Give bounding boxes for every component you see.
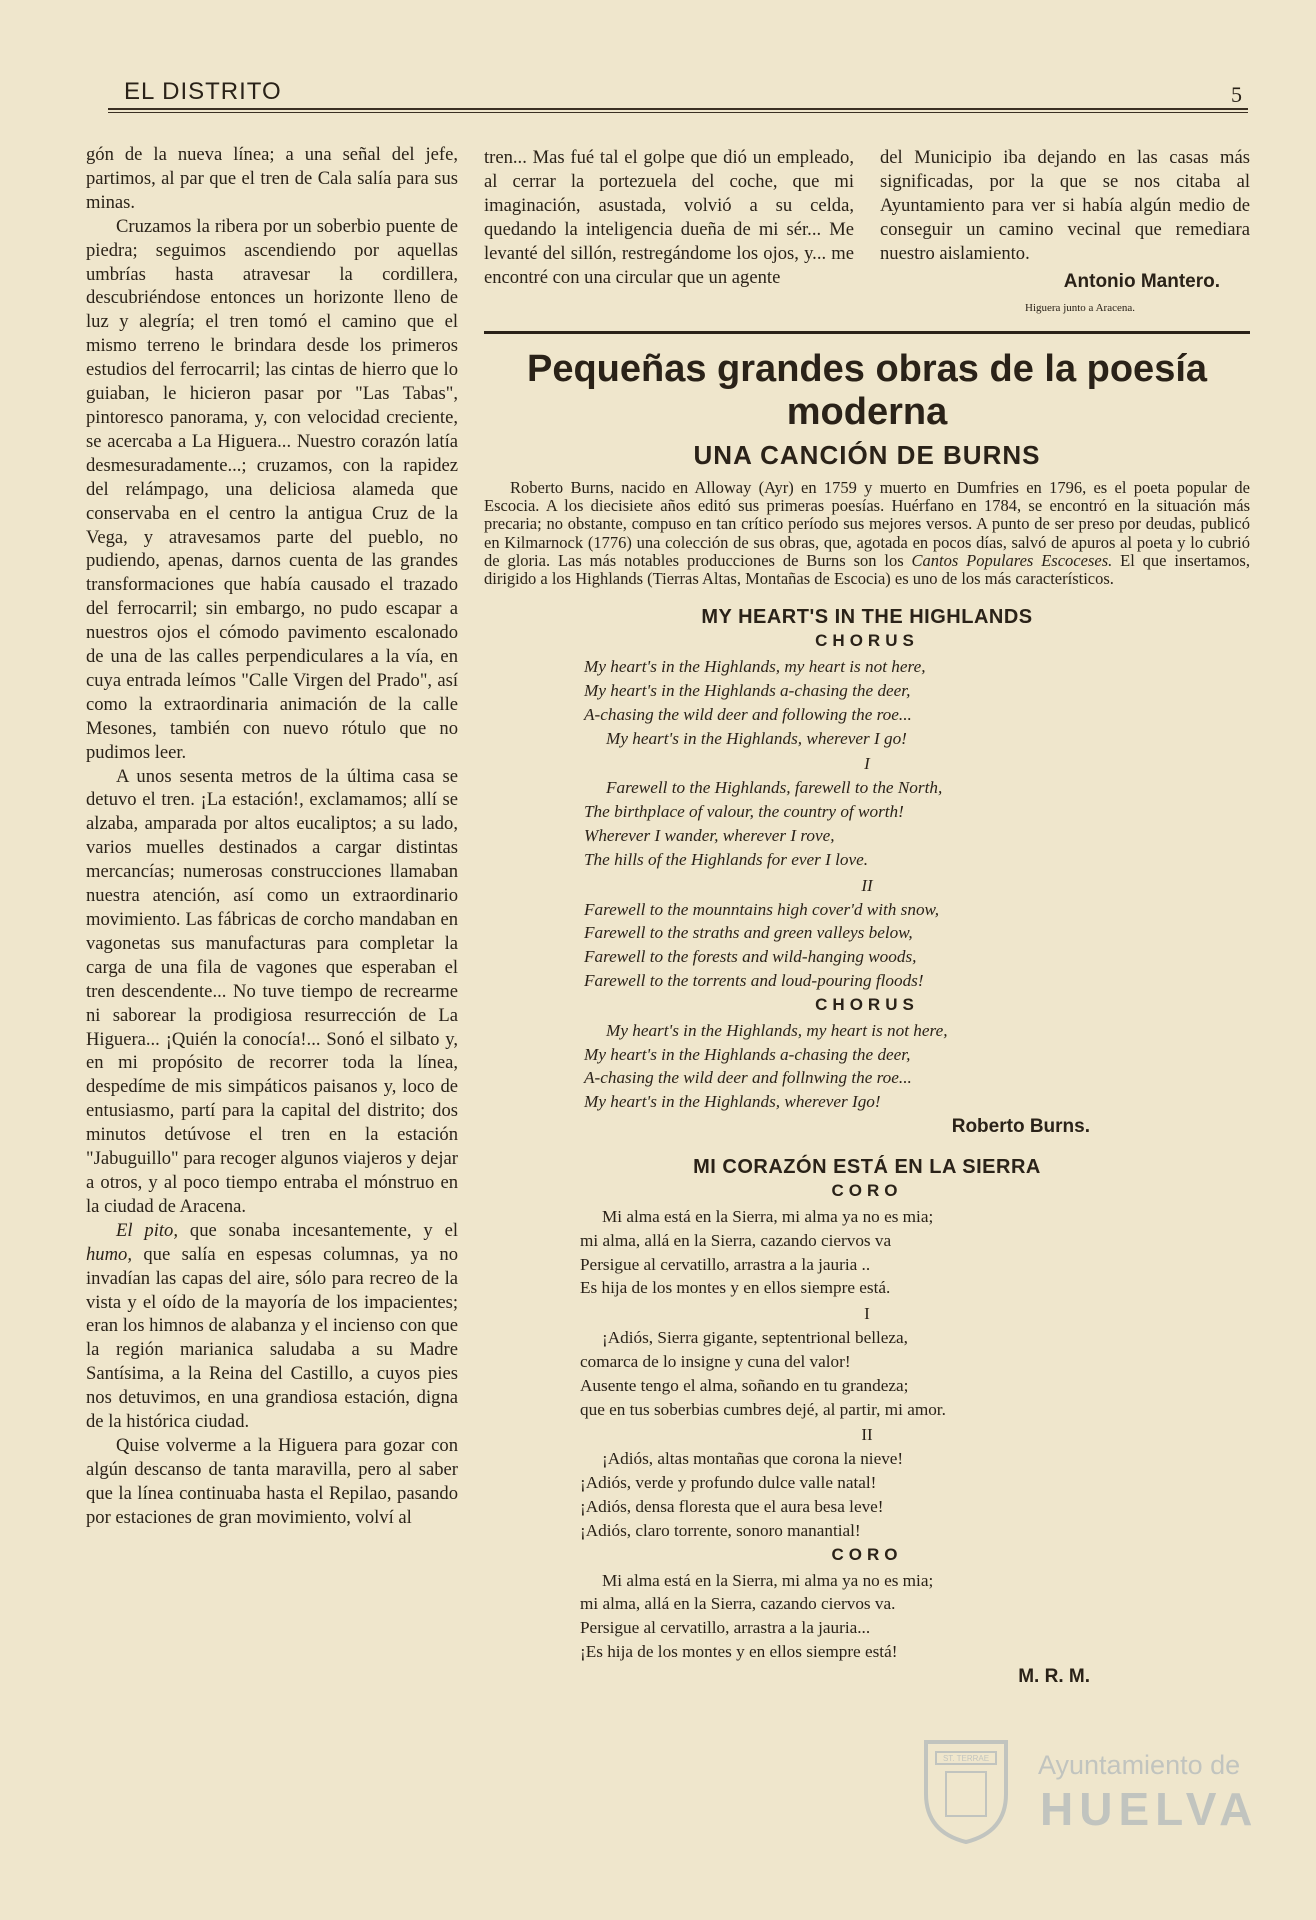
col1-p4-rest: que salía en espesas columnas, ya no invadían las capas del aire, sólo para recreo de la vista y el oído de la mayoría de los impacientes; eran los himnos de alabanza y el incienso con que la región marianica saludaba a su Madre Santísima, a la Reina del Castillo, a cuyos pies nos detuvimos, en una grandiosa estación, digna de la histórica ciudad. xyxy=(86,1243,458,1433)
article-subhead: UNA CANCIÓN DE BURNS xyxy=(693,440,1041,470)
verse-line: Farewell to the mounntains high cover'd with snow, xyxy=(584,899,940,919)
watermark-line-2: HUELVA xyxy=(1040,1783,1259,1835)
column-2 xyxy=(484,146,854,289)
column-1 xyxy=(86,143,458,1773)
col1-paragraph-3: A unos sesenta metros de la última casa se detuvo el tren. ¡La estación!, exclamamos; allí se alzaba, amparada por altos eucaliptos; a su lado, varios muelles destinados a cargar distintas mercancías; numerosas construcciones llamaban nuestra atención, así como un extraordinario movimiento. Las fábricas de corcho mandaban en vagonetas sus manufacturas para completar la carga de una fila de vagones que esperaban el tren descendente... No tuve tiempo de recrearme ni saborear la prodigiosa resurrección de La Higuera... ¡Quién la conocía!... Sonó el silbato y, en mi propósito de recorrer toda la línea, despedíme de mis simpáticos paisanos y, loco de entusiasmo, partí para la capital del distrito; dos minutos detúvose el tren en la estación "Jabuguillo" para recoger algunos viajeros y dejar a otros, y al poco tiempo entraba el mónstruo en la ciudad de Aracena. xyxy=(86,765,458,1217)
article-headline: Pequeñas grandes obras de la poesía moderna xyxy=(526,348,1208,433)
poem-en-stanza-1 xyxy=(584,776,1250,871)
verse-line: A-chasing the wild deer and following the roe... xyxy=(584,704,912,724)
crest-icon xyxy=(906,1728,1026,1848)
watermark-line-1: Ayuntamiento de xyxy=(1038,1750,1241,1780)
verse-line: comarca de lo insigne y cuna del valor! xyxy=(580,1351,851,1371)
poem-en-author: Roberto Burns. xyxy=(951,1115,1090,1137)
poem-es-stanza-1 xyxy=(580,1326,1250,1421)
verse-line: mi alma, allá en la Sierra, cazando ciervos va. xyxy=(580,1594,896,1614)
poem-en-chorus-label-1: CHORUS xyxy=(815,631,919,651)
poem-en-stanza-2 xyxy=(584,898,1250,993)
poem-en-stanza-number-1: I xyxy=(864,754,870,774)
verse-line: ¡Adiós, verde y profundo dulce valle natal! xyxy=(580,1473,877,1493)
verse-line: Es hija de los montes y en ellos siempre está. xyxy=(580,1278,891,1298)
verse-line: mi alma, allá en la Sierra, cazando ciervos va xyxy=(580,1230,892,1250)
verse-line: ¡Adiós, Sierra gigante, septentrional belleza, xyxy=(602,1328,908,1348)
verse-line: The birthplace of valour, the country of worth! xyxy=(584,802,904,822)
poem-es-coro-1 xyxy=(580,1205,1250,1300)
poem-es-stanza-2 xyxy=(580,1447,1250,1542)
verse-line: My heart's in the Highlands a-chasing the deer, xyxy=(584,1044,911,1064)
col3-paragraph-1: del Municipio iba dejando en las casas más significadas, por la que se nos citaba al Ayuntamiento para ver si había algún medio de conseguir un camino vecinal que remediara nuestro aislamiento. xyxy=(880,147,1250,264)
col1-paragraph-5: Quise volverme a la Higuera para gozar con algún descanso de tanta maravilla, pero al saber que la línea continuaba hasta el Repilao, pasando por estaciones de gran movimiento, volví al xyxy=(86,1434,458,1528)
poem-en-title: MY HEART'S IN THE HIGHLANDS xyxy=(701,606,1033,629)
poem-en-chorus-1 xyxy=(584,655,1250,750)
intro-part-b: El que insertamos, dirigido a los Highlands (Tierras Altas, Montañas de Escocia) es uno de los más característicos. xyxy=(484,550,1250,589)
poetry-article xyxy=(484,348,1250,1688)
poem-es-coro-label-2: CORO xyxy=(831,1544,903,1564)
poem-en-chorus-label-2: CHORUS xyxy=(815,994,919,1014)
verse-line: The hills of the Highlands for ever I love. xyxy=(584,849,869,869)
page-header xyxy=(108,78,1248,112)
col1-p4-mid: que sonaba incesantemente, y el xyxy=(178,1219,458,1241)
crest-text: ST. TERRAE xyxy=(942,1754,990,1763)
verse-line: Farewell to the straths and green valleys below, xyxy=(584,923,913,943)
verse-line: My heart's in the Highlands, wherever Igo! xyxy=(584,1092,881,1112)
poem-es-title: MI CORAZÓN ESTÁ EN LA SIERRA xyxy=(693,1155,1041,1178)
verse-line: Wherever I wander, wherever I rove, xyxy=(584,826,835,845)
col3-signature: Antonio Mantero. xyxy=(1063,270,1220,292)
verse-line: ¡Adiós, altas montañas que corona la nieve! xyxy=(602,1449,904,1469)
verse-line: Farewell to the forests and wild-hanging woods, xyxy=(584,947,917,967)
header-rule-thin xyxy=(108,112,1248,113)
article-intro xyxy=(484,479,1250,588)
verse-line: My heart's in the Highlands, my heart is not here, xyxy=(584,657,926,677)
verse-line: ¡Es hija de los montes y en ellos siempre está! xyxy=(580,1641,898,1661)
emphasis-humo: humo, xyxy=(86,1243,132,1265)
header-rule xyxy=(108,108,1248,110)
intro-emphasis: Cantos Populares Escoceses. xyxy=(911,550,1113,570)
col1-paragraph-4 xyxy=(86,1219,458,1434)
verse-line: My heart's in the Highlands a-chasing the deer, xyxy=(584,681,911,701)
col1-paragraph-2: Cruzamos la ribera por un soberbio puente de piedra; seguimos ascendiendo por aquellas umbrías hasta atravesar la cordillera, descubriéndose entonces un horizonte lleno de luz y alegría; el tren tomó el camino que el mismo terreno le brindara desde los primeros estudios del ferrocarril; las cintas de hierro que lo guiaban, le hicieron pasar por "Las Tabas", pintoresco panorama, y, con velocidad creciente, se acercaba a La Higuera... Nuestro corazón latía desmesuradamente...; cruzamos, con la rapidez del relámpago, una deliciosa alameda que conservaba en el centro la antigua Cruz de la Vega, y atravesamos parte del pueblo, no pudiendo, apenas, darnos cuenta de las grandes transformaciones que había causado el trazado del ferrocarril; sin embargo, no pudo escapar a nuestros ojos el cómodo pavimento escalonado de una de las calles perpendiculares a la vía, en cuya entrada leímos "Calle Virgen del Prado", así como la extraordinaria animación de la calle Mesones, también con nuevo rótulo que no pudimos leer. xyxy=(86,215,458,763)
verse-line: My heart's in the Highlands, my heart is not here, xyxy=(606,1020,948,1040)
verse-line: My heart's in the Highlands, wherever I go! xyxy=(606,728,907,748)
poem-es-author: M. R. M. xyxy=(1018,1665,1090,1687)
poem-es-coro-2 xyxy=(580,1569,1250,1664)
col1-paragraph-1: gón de la nueva línea; a una señal del jefe, partimos, al par que el tren de Cala salía para sus minas. xyxy=(86,144,458,213)
article-separator-rule xyxy=(484,331,1250,334)
verse-line: Persigue al cervatillo, arrastra a la jauria .. xyxy=(580,1254,871,1274)
archive-watermark xyxy=(896,1728,1276,1848)
paper-name: EL DISTRITO xyxy=(124,78,282,105)
poem-en-chorus-2 xyxy=(584,1019,1250,1114)
column-3 xyxy=(880,146,1250,321)
verse-line: Farewell to the torrents and loud-pouring floods! xyxy=(584,970,924,990)
poem-es-stanza-number-1: I xyxy=(864,1304,870,1324)
intro-part-a: Roberto Burns, nacido en Alloway (Ayr) en 1759 y muerto en Dumfries en 1796, es el poeta popular de Escocia. A los diecisiete años editó sus primeras poesías. Huérfano en 1784, se encontró en la situación más precaria; no obstante, compuso en tan crítico período sus mejores versos. A punto de ser preso por deudas, publicó en Kilmarnock (1776) una colección de sus obras, que, agotada en pocos días, salvó de apuros al poeta y lo cubrió de gloria. Las más notables producciones de Burns son los xyxy=(484,478,1250,570)
poem-en-stanza-number-2: II xyxy=(861,875,873,895)
poem-es-stanza-number-2: II xyxy=(861,1425,873,1445)
verse-line: Mi alma está en la Sierra, mi alma ya no es mia; xyxy=(602,1206,934,1226)
verse-line: ¡Adiós, claro torrente, sonoro manantial! xyxy=(580,1520,861,1540)
col2-paragraph-1: tren... Mas fué tal el golpe que dió un empleado, al cerrar la portezuela del coche, que mi imaginación, asustada, volvió a su celda, quedando la inteligencia dueña de mi sér... Me levanté del sillón, restregándome los ojos, y... me encontré con una circular que un agente xyxy=(484,147,854,288)
verse-line: A-chasing the wild deer and follnwing the roe... xyxy=(584,1068,912,1088)
verse-line: Persigue al cervatillo, arrastra a la jauria... xyxy=(580,1618,871,1638)
verse-line: que en tus soberbias cumbres dejé, al partir, mi amor. xyxy=(580,1399,946,1419)
emphasis-pito: El pito, xyxy=(116,1219,179,1241)
verse-line: ¡Adiós, densa floresta que el aura besa leve! xyxy=(580,1496,884,1516)
page-number: 5 xyxy=(1231,82,1242,107)
poem-es-coro-label-1: CORO xyxy=(831,1180,903,1200)
col3-place: Higuera junto a Aracena. xyxy=(1025,302,1135,315)
verse-line: Mi alma está en la Sierra, mi alma ya no es mia; xyxy=(602,1570,934,1590)
verse-line: Ausente tengo el alma, soñando en tu grandeza; xyxy=(580,1375,909,1395)
verse-line: Farewell to the Highlands, farewell to the North, xyxy=(606,778,943,798)
